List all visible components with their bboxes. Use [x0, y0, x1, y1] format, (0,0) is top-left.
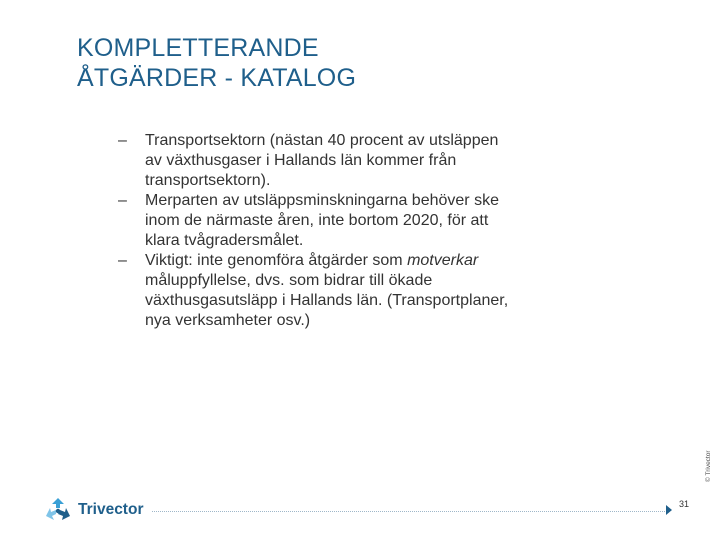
copyright-notice: © Trivector — [705, 450, 712, 482]
bullet-item — [118, 251, 518, 331]
bullet-dash: – — [118, 192, 127, 209]
footer-dotted-line — [152, 511, 667, 512]
page-number: 31 — [679, 499, 690, 509]
trivector-logo-icon — [44, 496, 72, 524]
title-line-1: KOMPLETTERANDE — [77, 34, 319, 62]
title-line-2: ÅTGÄRDER - KATALOG — [77, 64, 357, 92]
bullet-item — [118, 191, 518, 251]
bullet-dash: – — [118, 252, 127, 269]
page-title — [77, 33, 356, 93]
bullet-text: Merparten av utsläppsminskningarna behöver ske inom de närmaste åren, inte bortom 2020, för att klara tvågradersmålet. — [145, 192, 499, 249]
bullet-dash: – — [118, 132, 127, 149]
bullet-text-before: Viktigt: inte genomföra åtgärder som — [145, 252, 408, 269]
bullet-list — [118, 131, 518, 331]
footer-logo — [44, 496, 143, 524]
bullet-text-after: måluppfyllelse, dvs. som bidrar till ökade växthusgasutsläpp i Hallands län. (Transportplaner, nya verksamheter osv.) — [145, 272, 509, 329]
bullet-item — [118, 131, 518, 191]
footer-arrow-icon — [666, 505, 672, 515]
bullet-text-italic: motverkar — [407, 252, 479, 269]
bullet-text: Transportsektorn (nästan 40 procent av utsläppen av växthusgaser i Hallands län kommer från transportsektorn). — [145, 132, 499, 189]
brand-name: Trivector — [78, 501, 144, 518]
